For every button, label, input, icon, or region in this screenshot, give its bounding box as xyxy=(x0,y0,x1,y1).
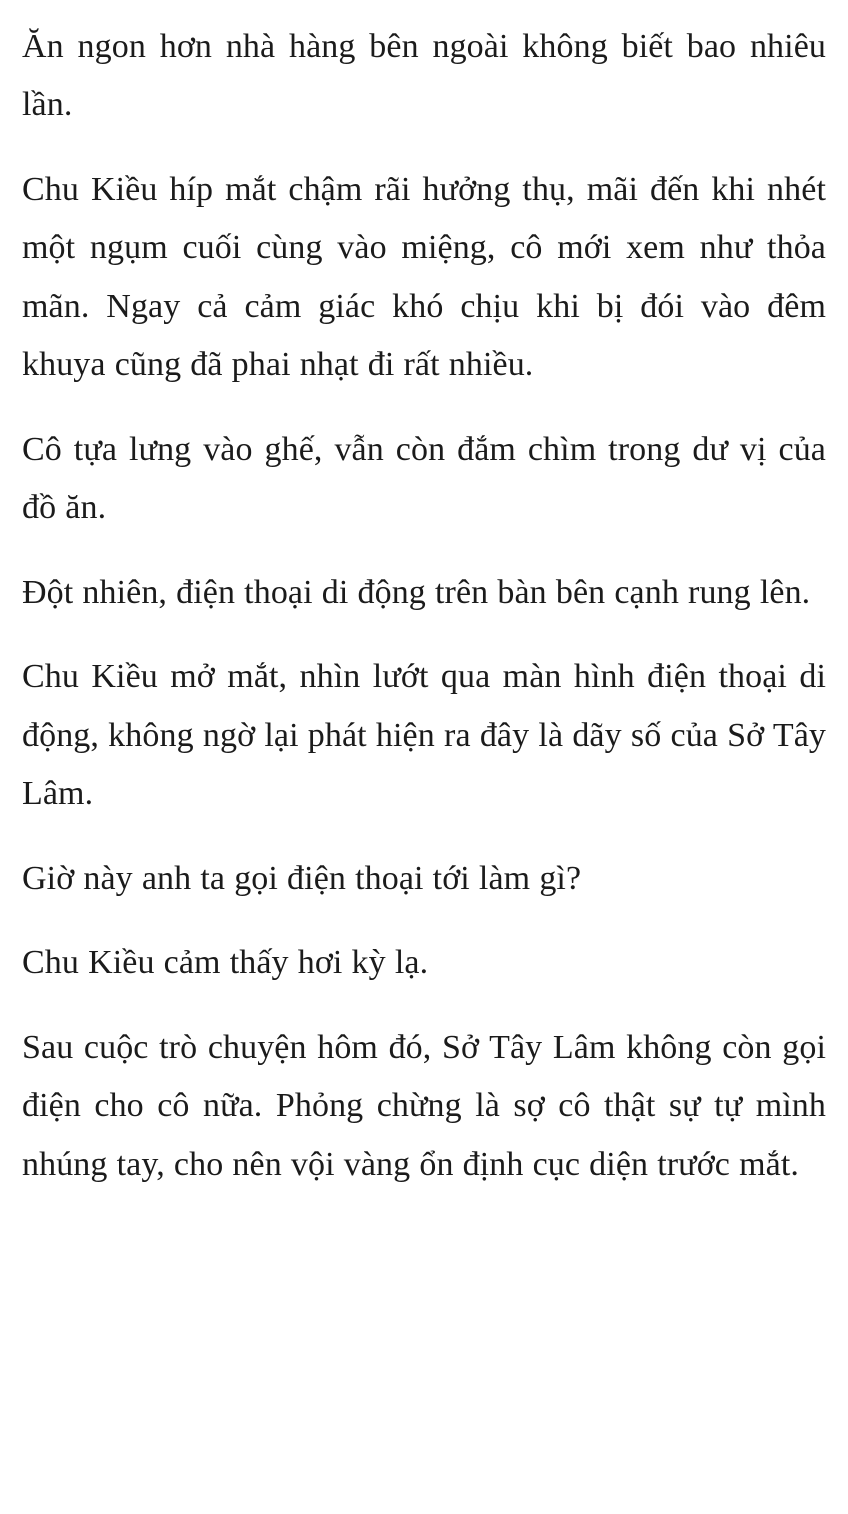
paragraph: Sau cuộc trò chuyện hôm đó, Sở Tây Lâm không còn gọi điện cho cô nữa. Phỏng chừng là sợ cô thật sự tự mình nhúng tay, cho nên vội vàng ổn định cục diện trước mắt. xyxy=(22,1028,826,1183)
paragraph: Chu Kiều mở mắt, nhìn lướt qua màn hình điện thoại di động, không ngờ lại phát hiện ra đây là dãy số của Sở Tây Lâm. xyxy=(22,658,826,813)
paragraph: Ăn ngon hơn nhà hàng bên ngoài không biết bao nhiêu lần. xyxy=(22,28,826,124)
paragraph: Chu Kiều cảm thấy hơi kỳ lạ. xyxy=(22,944,429,982)
paragraph: Giờ này anh ta gọi điện thoại tới làm gì? xyxy=(22,859,582,897)
paragraph: Đột nhiên, điện thoại di động trên bàn bên cạnh rung lên. xyxy=(22,573,811,611)
paragraph: Cô tựa lưng vào ghế, vẫn còn đắm chìm trong dư vị của đồ ăn. xyxy=(22,430,826,527)
paragraph: Chu Kiều híp mắt chậm rãi hưởng thụ, mãi đến khi nhét một ngụm cuối cùng vào miệng, cô mới xem như thỏa mãn. Ngay cả cảm giác khó chịu khi bị đói vào đêm khuya cũng đã phai nhạt đi rất nhiều. xyxy=(22,170,826,384)
